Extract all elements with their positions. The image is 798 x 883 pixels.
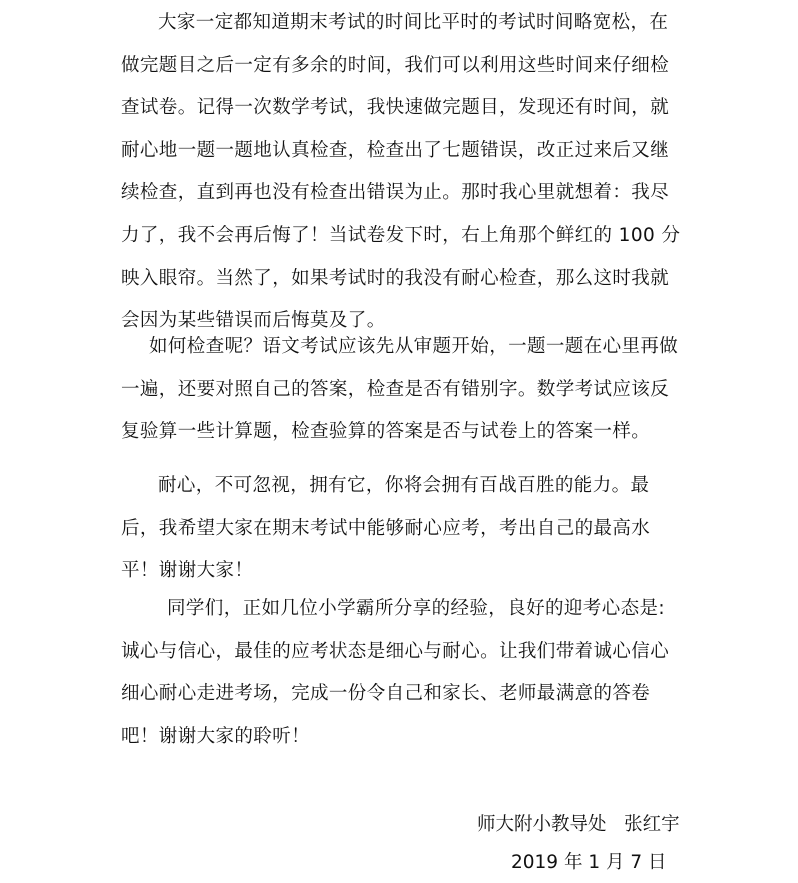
paragraph-exam-checking: 大家一定都知道期末考试的时间比平时的考试时间略宽松，在做完题目之后一定有多余的时间，我们可以利用这些时间来仔细检查试卷。记得一次数学考试，我快速做完题目，发现还有时间，就耐心地一题一题地认真检查，检查出了七题错误，改正过来后又继续检查，直到再也没有检查出错误为止。那时我心里就想着：我尽力了，我不会再后悔了！当试卷发下时，右上角那个鲜红的 100 分映入眼帘。当然了，如果考试时的我没有耐心检查，那么这时我就会因为某些错误而后悔莫及了。 <box>121 12 681 332</box>
signature-date: 2019 年 1 月 7 日 <box>511 852 667 873</box>
paragraph-closing: 同学们，正如几位小学霸所分享的经验，良好的迎考心态是:诚心与信心，最佳的应考状态是细心与耐心。让我们带着诚心信心细心耐心走进考场，完成一份令自己和家长、老师最满意的答卷吧！谢谢大家的聆听！ <box>121 598 670 747</box>
paragraph-how-to-check: 如何检查呢？语文考试应该先从审题开始，一题一题在心里再做一遍，还要对照自己的答案，检查是否有错别字。数学考试应该反复验算一些计算题，检查验算的答案是否与试卷上的答案一样。 <box>121 336 679 443</box>
signature-organization: 师大附小教导处 张红宇 <box>477 814 680 835</box>
paragraph-patience: 耐心，不可忽视，拥有它，你将会拥有百战百胜的能力。最后，我希望大家在期末考试中能够耐心应考，考出自己的最高水平！谢谢大家！ <box>121 475 651 582</box>
